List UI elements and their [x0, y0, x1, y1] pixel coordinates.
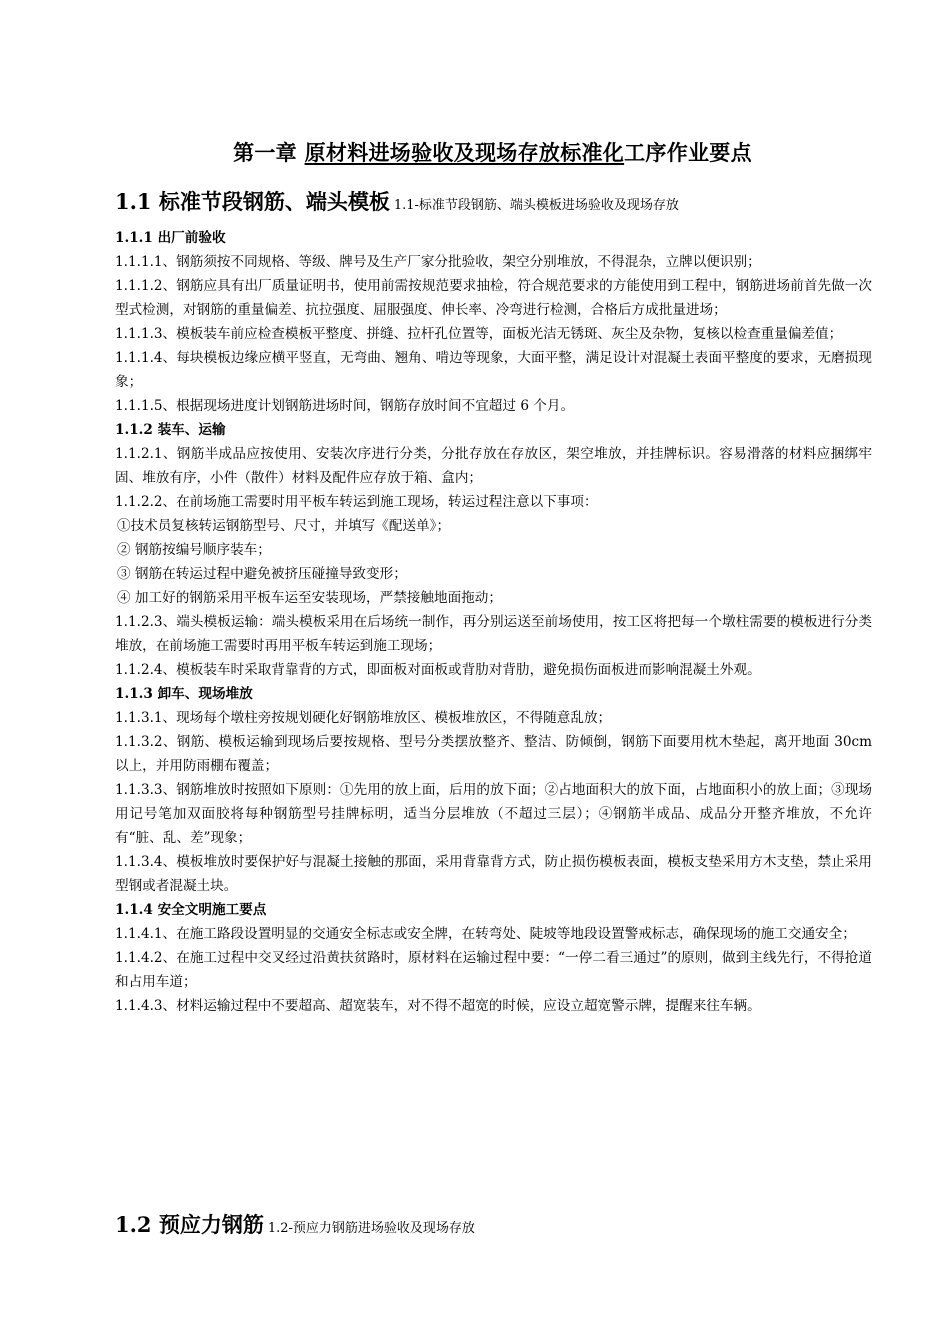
list-item-4: ④ 加工好的钢筋采用平板车运至安装现场，严禁接触地面拖动；	[117, 590, 502, 606]
paragraph-1-1-2-2: 1.1.2.2、在前场施工需要时用平板车转运到施工现场，转运过程注意以下事项：	[115, 494, 598, 510]
section-1-1-caption: 1.1-标准节段钢筋、端头模板进场验收及现场存放	[393, 198, 679, 213]
list-item-3: ③ 钢筋在转运过程中避免被挤压碰撞导致变形；	[117, 566, 407, 582]
subheading-1-1-2: 1.1.2 装车、运输	[115, 422, 226, 438]
section-1-2-title: 1.2 预应力钢筋	[115, 1212, 264, 1237]
paragraph-1-1-3-1: 1.1.3.1、现场每个墩柱旁按规划硬化好钢筋堆放区、模板堆放区，不得随意乱放；	[115, 710, 612, 726]
paragraph-1-1-3-4: 1.1.3.4、模板堆放时要保护好与混凝土接触的那面，采用背靠背方式，防止损伤模板表面，模板支垫采用方木支垫，禁止采用型钢或者混凝土块。	[115, 854, 872, 894]
paragraph-1-1-2-1: 1.1.2.1、钢筋半成品应按使用、安装次序进行分类，分批存放在存放区，架空堆放，并挂牌标识。容易滑落的材料应捆绑牢固、堆放有序，小件（散件）材料及配件应存放于箱、盒内；	[115, 446, 872, 486]
section-heading-1-2	[115, 1209, 475, 1239]
paragraph-1-1-4-3: 1.1.4.3、材料运输过程中不要超高、超宽装车，对不得不超宽的时候，应设立超宽警示牌，提醒来往车辆。	[115, 998, 761, 1014]
paragraph-1-1-2-3: 1.1.2.3、端头模板运输：端头模板采用在后场统一制作，再分别运送至前场使用，按工区将把每一个墩柱需要的模板进行分类堆放，在前场施工需要时再用平板车转运到施工现场；	[115, 614, 872, 654]
paragraph-1-1-4-1: 1.1.4.1、在施工路段设置明显的交通安全标志或安全牌，在转弯处、陡坡等地段设置警戒标志，确保现场的施工交通安全；	[115, 926, 856, 942]
subheading-1-1-1: 1.1.1 出厂前验收	[115, 230, 226, 246]
paragraph-1-1-1-5: 1.1.1.5、根据现场进度计划钢筋进场时间，钢筋存放时间不宜超过 6 个月。	[115, 398, 575, 414]
paragraph-1-1-2-4: 1.1.2.4、模板装车时采取背靠背的方式，即面板对面板或背肋对背肋，避免损伤面板进而影响混凝土外观。	[115, 662, 761, 678]
section-1-2-caption: 1.2-预应力钢筋进场验收及现场存放	[267, 1221, 475, 1236]
chapter-title-underlined: 原材料进场验收及现场存放标准化	[304, 140, 625, 165]
subheading-1-1-3: 1.1.3 卸车、现场堆放	[115, 686, 253, 702]
section-1-1-title: 1.1 标准节段钢筋、端头模板	[115, 189, 390, 214]
paragraph-1-1-3-2: 1.1.3.2、钢筋、模板运输到现场后要按规格、型号分类摆放整齐、整洁、防倾倒，钢筋下面要用枕木垫起，离开地面 30cm 以上，并用防雨棚布覆盖；	[115, 734, 872, 774]
paragraph-1-1-1-1: 1.1.1.1、钢筋须按不同规格、等级、牌号及生产厂家分批验收，架空分别堆放，不得混杂，立牌以便识别；	[115, 254, 761, 270]
paragraph-1-1-1-3: 1.1.1.3、模板装车前应检查模板平整度、拼缝、拉杆孔位置等，面板光洁无锈斑、灰尘及杂物，复核以检查重量偏差值；	[115, 326, 843, 342]
section-heading-1-1	[115, 186, 679, 216]
list-item-1: ①技术员复核转运钢筋型号、尺寸，并填写《配送单》；	[117, 518, 451, 534]
list-item-2: ② 钢筋按编号顺序装车；	[117, 542, 271, 558]
paragraph-1-1-4-2: 1.1.4.2、在施工过程中交叉经过沿黄扶贫路时，原材料在运输过程中要：“一停二看三通过”的原则，做到主线先行，不得抢道和占用车道；	[115, 950, 872, 990]
body-text	[115, 226, 872, 1018]
paragraph-1-1-1-2: 1.1.1.2、钢筋应具有出厂质量证明书，使用前需按规范要求抽检，符合规范要求的方能使用到工程中，钢筋进场前首先做一次型式检测，对钢筋的重量偏差、抗拉强度、屈服强度、伸长率、冷弯进行检测，合格后方成批量进场；	[115, 278, 872, 318]
chapter-prefix: 第一章	[233, 140, 305, 165]
chapter-title	[0, 137, 950, 167]
subheading-1-1-4: 1.1.4 安全文明施工要点	[115, 902, 267, 918]
paragraph-1-1-1-4: 1.1.1.4、每块模板边缘应横平竖直，无弯曲、翘角、啃边等现象，大面平整，满足设计对混凝土表面平整度的要求，无磨损现象；	[115, 350, 872, 390]
chapter-title-suffix: 工序作业要点	[624, 140, 752, 165]
paragraph-1-1-3-3: 1.1.3.3、钢筋堆放时按照如下原则：①先用的放上面，后用的放下面；②占地面积大的放下面，占地面积小的放上面；③现场用记号笔加双面胶将每种钢筋型号挂牌标明，适当分层堆放（不超过三层）；④钢筋半成品、成品分开整齐堆放，不允许有“脏、乱、差”现象；	[115, 782, 872, 846]
